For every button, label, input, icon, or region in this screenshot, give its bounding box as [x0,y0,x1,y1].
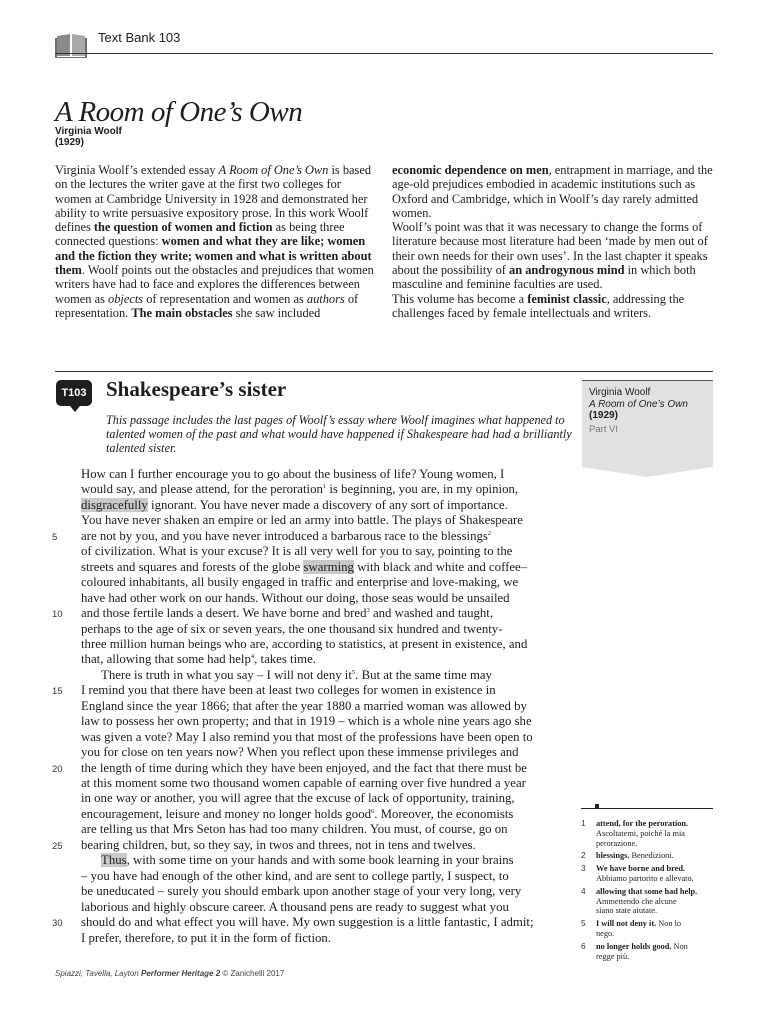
glossary-text: perorazione. [596,838,638,848]
glossary-text: Ascoltatemi, poiché la mia [596,828,685,838]
title-year: (1929) [55,137,84,148]
glossary-number: 4 [581,885,586,896]
glossary-number: 6 [581,940,586,951]
glossary-text: blessings. Benedizioni. [596,851,674,861]
source-title: A Room of One’s Own [589,398,688,410]
passage-line: England since the year 1866; that after the year 1880 a married woman was allowed by [81,698,527,713]
glossary-text: allowing that some had help. [596,886,698,896]
passage-line: would say, and please attend, for the peroration$^1$ is beginning, you are, in my opinion, [81,482,519,497]
intro-paragraph: economic dependence on men, entrapment in marriage, and the age-old prejudices embodied in academic institutions such as Oxford and Cambridge, which in Woolf’s day rarely admitted women. [392,163,713,220]
source-author: Virginia Woolf [589,387,651,398]
intro-paragraph: Virginia Woolf’s extended essay A Room of One’s Own is based on the lectures the writer gave at the first two colleges for women at Cambridge University in 1928 and demonstrated her ability to write persuasive expository prose. In this work Woolf defines the question of women and fiction as being three connected questions: women and what they are like; women and the fiction they write; women and what is written about them. Woolf points out the obstacles and prejudices that women writers have had to face and explores the differences between women as objects of representation and women as authors of representation. The main obstacles she saw included [55,163,374,320]
passage-line: coloured inhabitants, all busily engaged in traffic and enterprise and love-making, we [81,575,519,590]
line-number: 30 [52,918,63,930]
passage-line: have had other work on our hands. Without our doing, those seas would be unsailed [81,590,510,605]
line-number: 20 [52,763,63,775]
glossary-divider [581,808,713,809]
passage-line: disgracefully ignorant. You have never made a discovery of any sort of importance. [81,497,508,512]
passage-line: the length of time during which they have been enjoyed, and the fact that there must be [81,760,527,775]
glossary-text: Abbiamo partorito e allevato. [596,873,694,883]
glossary-text: no longer holds good. Non [596,941,688,951]
glossary-entry [596,919,714,939]
glossary-entry [596,864,714,884]
header-label: Text Bank 103 [98,30,181,45]
line-number: 5 [52,531,58,543]
book-icon [55,32,87,58]
passage-line: – you have had enough of the other kind, and are sent to college partly, I suspect, to [81,868,509,883]
passage-line: law to possess her own property; and that in 1919 – which is a whole nine years ago she [81,714,532,729]
passage-line: streets and squares and forests of the globe swarming with black and white and coffee– [81,559,528,574]
glossary-number: 2 [581,850,586,861]
passage-line: You have never shaken an empire or led an army into battle. The plays of Shakespeare [81,513,523,528]
section-intro: This passage includes the last pages of Woolf’s essay where Woolf imagines what happened to talented women of the past and what would have happened if Shakespeare had had a brilliantly talented sister. [106,413,572,455]
glossary-text: nego. [596,928,615,938]
glossary-entry [596,851,714,861]
glossary-text: Ammettendo che alcune [596,896,677,906]
intro-left-column [55,163,375,320]
passage-line: are telling us that Mrs Seton has had too many children. You must, of course, go on [81,822,508,837]
line-number: 25 [52,840,63,852]
section-divider [55,371,713,372]
passage-line: bearing children, but, so they say, in twos and threes, not in tens and twelves. [81,837,476,852]
glossary-entry [596,887,714,916]
passage-line: of civilization. What is your excuse? It is all very well for you to say, pointing to the [81,544,513,559]
footer-credit: Spiazzi, Tavella, Layton Performer Heritage 2 © Zanichelli 2017 [55,969,285,978]
intro-right-column [392,163,714,320]
passage-line: three million human beings who are, according to statistics, at present in existence, and [81,636,528,651]
page-title: A Room of One’s Own [55,96,303,128]
title-author: Virginia Woolf [55,126,122,137]
intro-paragraph: This volume has become a feminist classic, addressing the challenges faced by female intellectuals and writers. [392,291,685,320]
passage-line: you for close on ten years now? When you reflect upon these immense privileges and [81,745,519,760]
glossary-text: siano state aiutate. [596,906,658,916]
passage-line: are not by you, and you have never introduced a barbarous race to the blessings$^2$ [81,528,492,543]
section-title: Shakespeare’s sister [106,377,287,401]
glossary-number: 1 [581,818,586,828]
passage-line: that, allowing that some had help$^4$, takes time. [81,652,316,667]
passage-line: laborious and highly obscure career. A thousand pens are ready to suggest what you [81,899,509,914]
passage-line: perhaps to the age of six or seven years, the one thousand six hundred and twenty- [81,621,503,636]
source-year: (1929) [589,410,618,421]
glossary-text: I will not deny it. Non lo [596,919,682,929]
passage-line: How can I further encourage you to go about the business of life? Young women, I [81,467,505,481]
passage-line: should do and what effect you will have. My own suggestion is a little fantastic, I admit; [81,915,534,930]
passage-line: I remind you that there have been at least two colleges for women in existence in [81,683,496,698]
passage-line: be uneducated – surely you should embark upon another stage of your very long, very [81,884,522,899]
passage-line: There is truth in what you say – I will not deny $it^5$. But at the same time may [101,667,492,682]
glossary-entry [596,819,714,848]
text-number-badge: T103 [56,380,92,406]
glossary-number: 3 [581,863,586,874]
intro-paragraph: Woolf’s point was that it was necessary to change the forms of literature because most literature had been ‘made by men out of their own needs for their own uses’. In the last chapter it speaks about the possibility of an androgynous mind in which both masculine and feminine faculties are used. [392,220,708,292]
passage-line: at this moment some two thousand women capable of earning over five hundred a year [81,776,526,790]
source-box [582,380,713,467]
passage-line: was given a vote? May I also remind you that most of the professions have been open to [81,729,533,744]
passage-line: and those fertile lands a desert. We have borne and bred$^3$ and washed and taught, [81,606,494,621]
line-number: 10 [52,609,63,621]
glossary-entry [596,942,714,962]
glossary-text: regge più. [596,951,630,961]
source-part: Part VI [589,424,619,435]
glossary-number: 5 [581,918,586,929]
passage-line: I prefer, therefore, to put it in the form of fiction. [81,930,332,945]
passage-line: encouragement, leisure and money no longer holds good$^6$. Moreover, the economists [81,806,514,821]
header-divider [55,53,713,54]
passage-line: in one way or another, you will agree that the excuse of lack of opportunity, training, [81,791,515,806]
line-number: 15 [52,686,63,698]
passage-line: Thus, with some time on your hands and with some book learning in your brains [101,853,514,868]
glossary-text: We have borne and bred. [596,864,686,874]
glossary-text: attend, for the peroration. [596,819,689,828]
